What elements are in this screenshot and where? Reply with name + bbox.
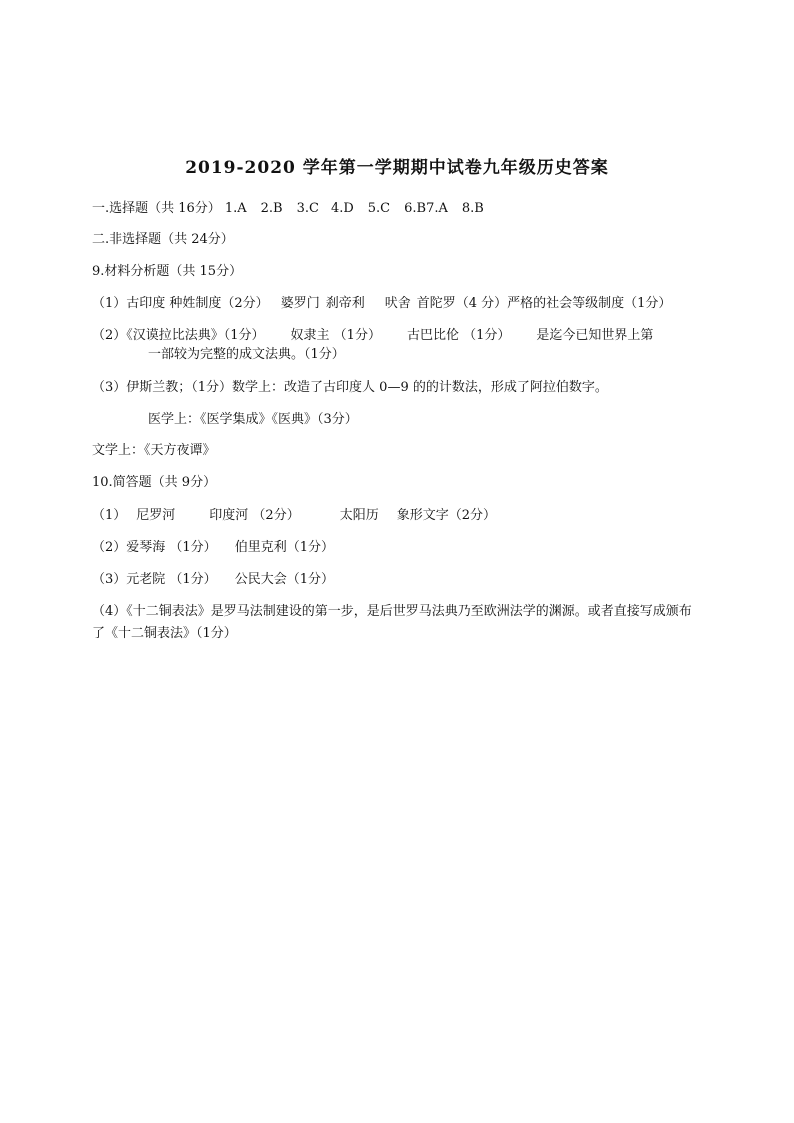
q9-part2-b: 奴隶主 （1分） [290,328,381,343]
q9-part2 [92,326,653,346]
answer-8: 8.B [461,201,484,216]
q10-part1-d: 象形文字（2分） [396,508,496,523]
q9-heading: 9.材料分析题（共 15分） [92,264,243,279]
q9-part1 [92,294,671,314]
q9-part1-d: 首陀罗（4 分）严格的社会等级制度（1分） [416,296,672,311]
q10-part4: （4）《十二铜表法》是罗马法制建设的第一步，是后世罗马法典乃至欧洲法学的渊源。或者直接写成颁布了《十二铜表法》（1分） [92,604,692,641]
q9-part2-c: 古巴比伦 （1分） [406,328,511,343]
q9-part3-line3: 文学上：《天方夜谭》 [92,443,216,458]
q10-part1-b: 印度河 （2分） [209,508,300,523]
q9-part1-c: 吠舍 [384,296,411,311]
answer-2: 2.B [260,201,283,216]
q10-part2-a: （2）爱琴海 （1分） [92,540,217,555]
q9-part2-d: 是迄今已知世界上第 [536,328,654,343]
q9-part1-b: 刹帝利 [325,296,365,311]
q10-part3 [92,570,334,590]
answer-1: 1.A [224,201,247,216]
q9-part3-line1: （3）伊斯兰教；（1分）数学上：改造了古印度人 0—9 的的计数法，形成了阿拉伯数字。 [92,380,608,395]
q10-part1 [92,506,496,526]
section-nonchoice-heading: 二.非选择题（共 24分） [92,232,234,247]
q10-part1-c: 太阳历 [339,508,379,523]
q9-part1-label: （1）古印度 种姓制度（2分） [92,296,269,311]
q9-part2-a: （2）《汉谟拉比法典》（1分） [92,328,265,343]
q9-part2-continued: 一部较为完整的成文法典。（1分） [148,347,345,362]
q10-heading: 10.简答题（共 9分） [92,475,217,490]
answer-6-7: 6.B7.A [404,201,448,216]
section-choice [92,199,484,219]
q9-part1-a: 婆罗门 [280,296,320,311]
q10-part2 [92,538,334,558]
answer-3: 3.C [296,201,319,216]
q10-part3-b: 公民大会（1分） [234,572,334,587]
answer-4: 4.D [330,201,354,216]
q10-part1-a: 尼罗河 [136,508,176,523]
q10-part2-b: 伯里克利（1分） [234,540,334,555]
answer-5: 5.C [367,201,391,216]
section-choice-heading: 一.选择题（共 16分） [92,201,221,216]
q10-part1-label: （1） [92,508,127,523]
page-title: 2019-2020 学年第一学期期中试卷九年级历史答案 [185,158,609,178]
q9-part3-line2: 医学上：《医学集成》《医典》（3分） [148,412,358,427]
q10-part3-a: （3）元老院 （1分） [92,572,217,587]
